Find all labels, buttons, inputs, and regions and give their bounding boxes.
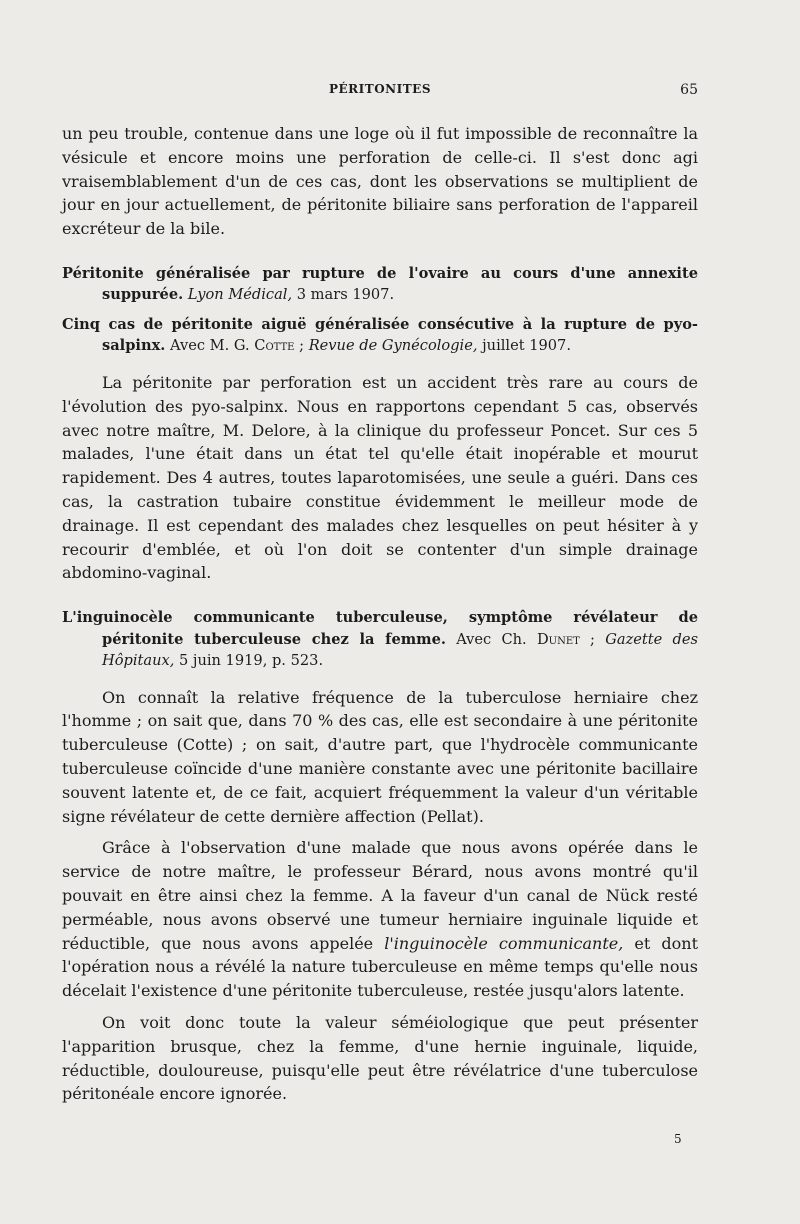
reference-date: 5 juin 1919, p. 523. — [174, 652, 324, 670]
page-content — [62, 122, 698, 1106]
paragraph-conclusion: On voit donc toute la valeur séméiologique que peut présenter l'apparition brusque, chez la femme, d'une hernie inguinale, liquide, réductible, douloureuse, puisqu'elle peut être révélatrice d'une tuberculose péritonéale encore ignorée. — [62, 1013, 698, 1104]
page-number: 65 — [680, 82, 698, 98]
reference-title: L'inguinocèle communicante tuberculeuse, symptôme révélateur de péritonite tuberculeuse chez la femme. — [62, 609, 698, 648]
paragraph-observation-text: Grâce à l'observation d'une malade que nous avons opérée dans le service de notre maître, le professeur Bérard, nous avons montré qu'il pouvait en être ainsi chez la femme. A la faveur d'un canal de Nück resté perméable, nous avons observé une tumeur herniaire inguinale liquide et réductible, que nous avons appelée — [62, 838, 698, 953]
reference-separator: ; — [294, 337, 309, 355]
reference-title: Cinq cas de péritonite aiguë généralisée consécutive à la rupture de pyo-salpinx. — [62, 315, 698, 355]
paragraph-pyosalpinx: La péritonite par perforation est un accident très rare au cours de l'évolution des pyo-salpinx. Nous en rapportons cependant 5 cas, observés avec notre maître, M. Delore, à la clinique du professeur Poncet. Sur ces 5 malades, l'une était dans un état tel qu'elle était inopérable et mourut rapidement. Des 4 autres, toutes laparotomisées, une seule a guéri. Dans ces cas, la castration tubaire constitue évidemment le meilleur mode de drainage. Il est cependant des malades chez lesquelles on peut hésiter à y recourir d'emblée, et où l'on doit se contenter d'un simple drainage abdomino-vaginal. — [62, 372, 698, 583]
paragraph-tuberculosis: On connaît la relative fréquence de la tuberculose herniaire chez l'homme ; on sait que, dans 70 % des cas, elle est secondaire à une péritonite tuberculeuse (Cotte) ; on sait, d'autre part, que l'hydrocèle communicante tuberculeuse coïncide d'une manière constante avec une péritonite bacillaire souvent latente et, de ce fait, acquiert fréquemment la valeur d'un véritable signe révélateur de cette dernière affection (Pellat). — [62, 687, 698, 826]
reference-date: juillet 1907. — [477, 337, 571, 355]
reference-inguinocele — [62, 607, 698, 672]
reference-journal: Gazette des Hôpitaux, — [102, 630, 698, 670]
running-title: PÉRITONITES — [329, 82, 431, 96]
reference-journal: Lyon Médical, — [187, 286, 293, 304]
paragraph-observation-term: l'inguinocèle communicante, — [384, 933, 624, 953]
page-header — [62, 82, 698, 104]
reference-with: Avec M. G. — [165, 337, 255, 355]
reference-author: Cotte — [254, 337, 295, 355]
reference-with: Avec Ch. — [445, 630, 537, 648]
reference-ovary-rupture — [62, 263, 698, 306]
reference-separator: ; — [579, 630, 606, 648]
paragraph-observation — [62, 836, 698, 1003]
reference-author: Dunet — [536, 630, 580, 648]
reference-pyosalpinx — [62, 314, 698, 357]
paragraph-continuation: un peu trouble, contenue dans une loge où il fut impossible de reconnaître la vésicule et encore moins une perforation de celle-ci. Il s'est donc agi vraisemblablement d'un de ces cas, dont les observations se multiplient de jour en jour actuellement, de péritonite biliaire sans perforation de l'appareil excréteur de la bile. — [62, 124, 698, 239]
signature-mark: 5 — [674, 1132, 682, 1146]
reference-journal: Revue de Gynécologie, — [308, 337, 478, 355]
reference-title: Péritonite généralisée par rupture de l'ovaire au cours d'une annexite suppurée. — [62, 264, 698, 304]
paragraph-observation-text-end: et dont l'opération nous a révélé la nature tuberculeuse en même temps qu'elle nous décelait l'existence d'une péritonite tuberculeuse, restée jusqu'alors latente. — [62, 933, 698, 1001]
reference-date: 3 mars 1907. — [292, 286, 395, 304]
